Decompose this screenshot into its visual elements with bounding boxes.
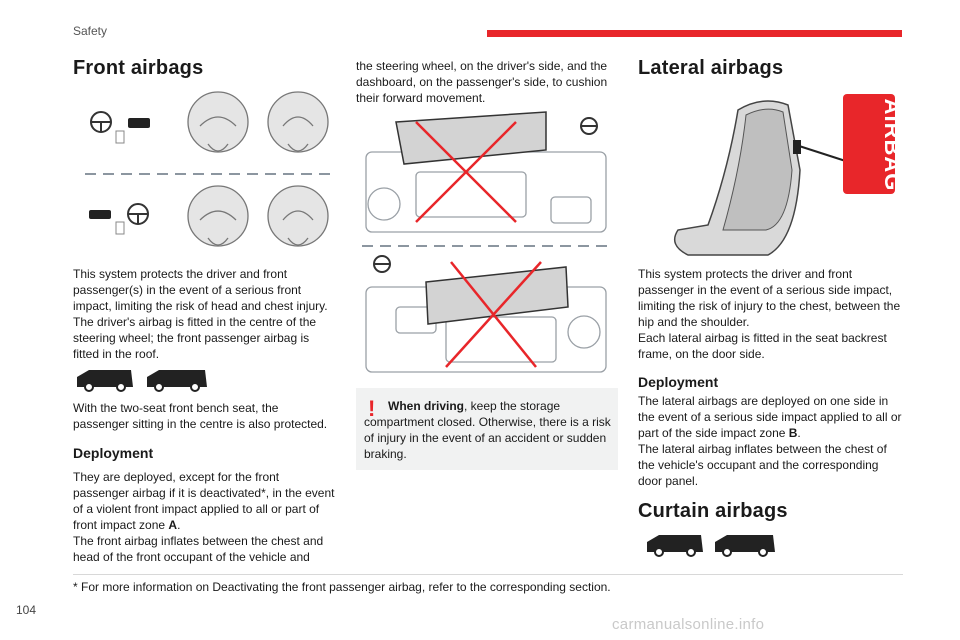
seat-illustration <box>668 90 900 260</box>
driver-steering-icon <box>91 112 111 132</box>
lateral-deployment-heading: Deployment <box>638 374 719 390</box>
steering-icon-bottom <box>374 256 390 272</box>
lateral-deployment-paragraph: The lateral airbags are deployed on one side in the event of a serious side impact applied to all or part of the side impact zone B. The lateral airbag inflates between the chest of the vehicle's occupant and the corresponding door panel. <box>638 394 902 488</box>
warning-text: When driving, keep the storage compartment closed. Otherwise, there is a risk of injury in the event of an accident or sudden braking. <box>364 399 611 461</box>
front-airbags-title: Front airbags <box>73 57 204 79</box>
section-label: Safety <box>73 24 108 38</box>
front-airbags-continued: the steering wheel, on the driver's side, and the dashboard, on the passenger's side, to cushion their forward movement. <box>356 59 608 105</box>
steering-icon-top <box>581 118 597 134</box>
airbag-heads-bottom <box>188 186 328 246</box>
footnote: * For more information on Deactivating the front passenger airbag, refer to the corresponding section. <box>73 580 611 594</box>
front-airbag-illustration <box>73 84 335 260</box>
airbag-heads-top <box>188 92 328 152</box>
impact-zone-a: A <box>168 518 178 532</box>
footnote-divider <box>73 574 903 575</box>
curtain-van-icons <box>645 532 780 556</box>
front-airbags-paragraph-1: This system protects the driver and front passenger(s) in the event of a serious front impact, limiting the risk of head and chest injury. The driver's airbag is fitted in the centre of the steering wheel; the front passenger airbag is fitted in the roof. <box>73 267 328 361</box>
van-icons <box>75 367 210 391</box>
front-airbags-paragraph-2: With the two-seat front bench seat, the passenger sitting in the centre is also protected. <box>73 401 328 431</box>
header-accent-bar <box>487 30 902 37</box>
passenger-steering-icon <box>128 204 148 224</box>
page-number: 104 <box>16 603 37 617</box>
warning-box <box>356 388 618 470</box>
lateral-airbags-paragraph-1: This system protects the driver and front passenger in the event of a serious side impact, limiting the risk of injury to the chest, between the hip and the shoulder. Each lateral airbag is fitted in the seat backrest frame, on the door side. <box>638 267 901 361</box>
lateral-airbags-title: Lateral airbags <box>638 57 784 79</box>
front-deployment-heading: Deployment <box>73 445 154 461</box>
van-icon-single-seat <box>77 370 133 391</box>
van-icon-bench-seat <box>147 370 207 391</box>
impact-zone-b: B <box>788 426 798 440</box>
airbag-label: AIRBAG <box>880 98 905 192</box>
van-icon-single-seat <box>647 535 703 556</box>
exclamation-icon: ! <box>368 396 376 421</box>
front-deployment-paragraph: They are deployed, except for the front passenger airbag if it is deactivated*, in the event of a violent front impact applied to all or part of front impact zone A. <box>73 470 335 532</box>
front-deployment-paragraph-2: The front airbag inflates between the chest and head of the front occupant of the vehicle and <box>73 534 324 564</box>
curtain-airbags-title: Curtain airbags <box>638 500 788 522</box>
glovebox-illustration <box>356 112 618 384</box>
watermark: carmanualsonline.info <box>612 616 765 633</box>
van-icon-bench-seat <box>715 535 775 556</box>
